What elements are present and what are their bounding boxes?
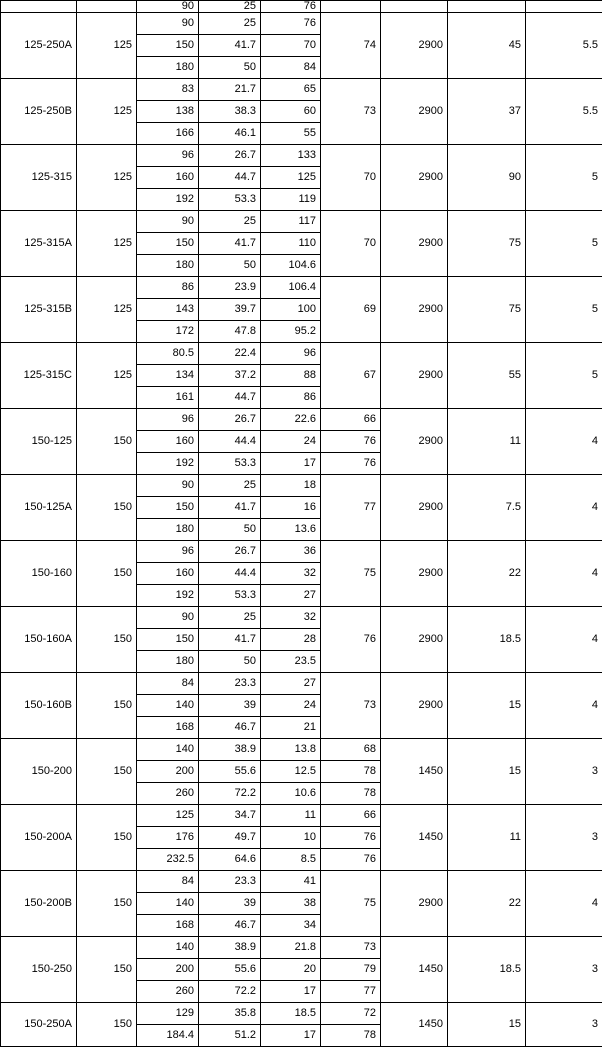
cell-col-a: 150	[137, 497, 199, 519]
cell-col-d: 75	[321, 871, 381, 937]
cell-model: 150-125	[1, 409, 77, 475]
cell-size: 150	[77, 739, 137, 805]
cell-col-e: 2900	[381, 409, 448, 475]
table-row	[1, 937, 602, 959]
cell-col-g: 5	[526, 211, 602, 277]
cell-col-f: 15	[448, 673, 526, 739]
cell-col-c: 125	[261, 167, 321, 189]
cell-col-g: 5	[526, 145, 602, 211]
cell-size: 150	[77, 937, 137, 1003]
cell-col-b: 50	[199, 519, 261, 541]
cell-col-f: 18.5	[448, 607, 526, 673]
cell-col-c: 32	[261, 607, 321, 629]
cell-col-d: 66	[321, 805, 381, 827]
cell-col-c: 34	[261, 915, 321, 937]
table-row	[1, 673, 602, 695]
cell-col-a: 160	[137, 563, 199, 585]
cell-col-c: 27	[261, 673, 321, 695]
cell-col-a: 90	[137, 475, 199, 497]
cell-col-d: 73	[321, 937, 381, 959]
cell-col-g: 4	[526, 409, 602, 475]
table-row	[1, 343, 602, 365]
cell-col-a: 140	[137, 893, 199, 915]
table-row	[1, 541, 602, 563]
cell-col-d: 73	[321, 79, 381, 145]
cell-col-b: 55.6	[199, 959, 261, 981]
cell-model: 125-250A	[1, 13, 77, 79]
cell-col-b: 41.7	[199, 629, 261, 651]
cell-col-a: 140	[137, 695, 199, 717]
cell-col-c: 27	[261, 585, 321, 607]
cell-col-b: 41.7	[199, 35, 261, 57]
cell-col-c: 100	[261, 299, 321, 321]
cell-col-b: 44.7	[199, 387, 261, 409]
cell-col-c: 88	[261, 365, 321, 387]
cell-model: 125-315B	[1, 277, 77, 343]
cell-col-a: 176	[137, 827, 199, 849]
cell-col-b: 49.7	[199, 827, 261, 849]
cell-col-b: 39.7	[199, 299, 261, 321]
cell-size: 150	[77, 475, 137, 541]
cell-col-f: 22	[448, 541, 526, 607]
cell-col-a: 140	[137, 937, 199, 959]
cell-col-b: 26.7	[199, 409, 261, 431]
cell-col-a: 192	[137, 585, 199, 607]
cell-col-c: 76	[261, 1, 321, 13]
table-row	[1, 145, 602, 167]
cell-col-b: 50	[199, 651, 261, 673]
cell-col-a: 166	[137, 123, 199, 145]
cell-col-d: 75	[321, 541, 381, 607]
cell-col-f	[448, 1, 526, 13]
cell-size: 150	[77, 871, 137, 937]
cell-size: 125	[77, 277, 137, 343]
cell-col-g: 3	[526, 1003, 602, 1047]
cell-col-a: 180	[137, 651, 199, 673]
cell-col-e	[381, 1, 448, 13]
cell-size: 150	[77, 673, 137, 739]
cell-col-c: 70	[261, 35, 321, 57]
cell-col-c: 28	[261, 629, 321, 651]
cell-col-d: 70	[321, 211, 381, 277]
cell-col-b: 25	[199, 211, 261, 233]
cell-size: 150	[77, 1003, 137, 1047]
cell-col-b: 55.6	[199, 761, 261, 783]
cell-col-a: 160	[137, 431, 199, 453]
cell-col-e: 1450	[381, 937, 448, 1003]
cell-col-b: 53.3	[199, 189, 261, 211]
cell-size: 125	[77, 13, 137, 79]
cell-model: 150-160	[1, 541, 77, 607]
cell-size: 125	[77, 79, 137, 145]
cell-col-g: 5	[526, 343, 602, 409]
cell-col-a: 200	[137, 959, 199, 981]
cell-col-c: 110	[261, 233, 321, 255]
cell-col-g: 4	[526, 607, 602, 673]
cell-col-a: 90	[137, 13, 199, 35]
cell-col-a: 90	[137, 1, 199, 13]
cell-col-c: 23.5	[261, 651, 321, 673]
cell-col-c: 16	[261, 497, 321, 519]
cell-size: 125	[77, 343, 137, 409]
table-row	[1, 13, 602, 35]
cell-col-g: 3	[526, 805, 602, 871]
cell-col-d: 68	[321, 739, 381, 761]
cell-col-f: 37	[448, 79, 526, 145]
cell-model: 125-315	[1, 145, 77, 211]
cell-col-b: 44.4	[199, 431, 261, 453]
table-row	[1, 607, 602, 629]
cell-col-a: 83	[137, 79, 199, 101]
cell-col-d: 73	[321, 673, 381, 739]
cell-col-g: 3	[526, 937, 602, 1003]
cell-model: 150-160A	[1, 607, 77, 673]
cell-col-c: 60	[261, 101, 321, 123]
cell-col-g: 5.5	[526, 79, 602, 145]
cell-col-a: 168	[137, 717, 199, 739]
cell-col-b: 26.7	[199, 145, 261, 167]
table-row	[1, 79, 602, 101]
cell-col-c: 24	[261, 431, 321, 453]
cell-col-a: 84	[137, 673, 199, 695]
cell-col-f: 75	[448, 211, 526, 277]
cell-size: 125	[77, 211, 137, 277]
cell-size: 150	[77, 409, 137, 475]
cell-col-d: 76	[321, 849, 381, 871]
cell-col-b: 41.7	[199, 497, 261, 519]
cell-col-d: 79	[321, 959, 381, 981]
cell-col-b: 25	[199, 1, 261, 13]
cell-col-e: 2900	[381, 211, 448, 277]
cell-col-a: 161	[137, 387, 199, 409]
cell-col-d: 76	[321, 431, 381, 453]
cell-col-b: 46.7	[199, 717, 261, 739]
cell-col-c: 65	[261, 79, 321, 101]
cell-model: 150-250A	[1, 1003, 77, 1047]
cell-col-b: 51.2	[199, 1025, 261, 1047]
cell-col-c: 21	[261, 717, 321, 739]
cell-model: 125-315A	[1, 211, 77, 277]
cell-size	[77, 1, 137, 13]
cell-col-b: 38.9	[199, 739, 261, 761]
cell-col-c: 13.6	[261, 519, 321, 541]
cell-model: 150-250	[1, 937, 77, 1003]
cell-col-a: 90	[137, 607, 199, 629]
table-row	[1, 1003, 602, 1025]
cell-col-e: 1450	[381, 1003, 448, 1047]
cell-col-f: 7.5	[448, 475, 526, 541]
cell-size: 150	[77, 541, 137, 607]
table-row	[1, 475, 602, 497]
cell-col-b: 23.3	[199, 871, 261, 893]
cell-col-a: 125	[137, 805, 199, 827]
cell-col-e: 2900	[381, 79, 448, 145]
cell-col-f: 45	[448, 13, 526, 79]
cell-model: 150-200	[1, 739, 77, 805]
cell-col-c: 133	[261, 145, 321, 167]
cell-col-c: 24	[261, 695, 321, 717]
cell-col-b: 25	[199, 607, 261, 629]
cell-col-c: 117	[261, 211, 321, 233]
cell-col-f: 90	[448, 145, 526, 211]
cell-col-a: 140	[137, 739, 199, 761]
cell-col-a: 150	[137, 629, 199, 651]
cell-col-c: 119	[261, 189, 321, 211]
cell-col-b: 38.9	[199, 937, 261, 959]
cell-col-e: 2900	[381, 277, 448, 343]
table-row	[1, 277, 602, 299]
cell-col-b: 39	[199, 695, 261, 717]
cell-col-a: 80.5	[137, 343, 199, 365]
cell-col-f: 15	[448, 1003, 526, 1047]
cell-col-a: 260	[137, 783, 199, 805]
cell-col-e: 2900	[381, 475, 448, 541]
cell-col-a: 150	[137, 233, 199, 255]
cell-col-b: 53.3	[199, 585, 261, 607]
cell-col-f: 15	[448, 739, 526, 805]
cell-col-a: 143	[137, 299, 199, 321]
cell-col-b: 23.9	[199, 277, 261, 299]
table-row	[1, 211, 602, 233]
cell-col-b: 72.2	[199, 981, 261, 1003]
cell-col-f: 75	[448, 277, 526, 343]
table-body	[1, 1, 602, 1047]
cell-col-d: 69	[321, 277, 381, 343]
cell-col-f: 11	[448, 805, 526, 871]
table-row	[1, 739, 602, 761]
cell-col-b: 41.7	[199, 233, 261, 255]
cell-size: 150	[77, 805, 137, 871]
cell-col-c: 11	[261, 805, 321, 827]
cell-col-c: 21.8	[261, 937, 321, 959]
table-row	[1, 805, 602, 827]
cell-col-a: 96	[137, 541, 199, 563]
cell-model	[1, 1, 77, 13]
table-row	[1, 1, 602, 13]
cell-col-c: 10	[261, 827, 321, 849]
cell-model: 150-200A	[1, 805, 77, 871]
cell-col-a: 138	[137, 101, 199, 123]
cell-col-e: 1450	[381, 805, 448, 871]
cell-col-a: 172	[137, 321, 199, 343]
cell-col-c: 17	[261, 453, 321, 475]
cell-col-a: 180	[137, 519, 199, 541]
cell-col-b: 35.8	[199, 1003, 261, 1025]
cell-col-b: 72.2	[199, 783, 261, 805]
cell-col-g: 4	[526, 541, 602, 607]
table-row	[1, 409, 602, 431]
cell-col-b: 25	[199, 13, 261, 35]
cell-col-c: 106.4	[261, 277, 321, 299]
cell-col-d: 72	[321, 1003, 381, 1025]
cell-col-a: 96	[137, 409, 199, 431]
cell-col-d: 67	[321, 343, 381, 409]
cell-col-d: 76	[321, 607, 381, 673]
cell-col-g: 5.5	[526, 13, 602, 79]
cell-col-b: 23.3	[199, 673, 261, 695]
cell-col-b: 39	[199, 893, 261, 915]
cell-col-c: 96	[261, 343, 321, 365]
cell-col-c: 8.5	[261, 849, 321, 871]
cell-col-d: 78	[321, 783, 381, 805]
cell-col-a: 232.5	[137, 849, 199, 871]
cell-col-b: 47.8	[199, 321, 261, 343]
cell-col-a: 192	[137, 453, 199, 475]
cell-size: 125	[77, 145, 137, 211]
cell-col-c: 32	[261, 563, 321, 585]
cell-col-a: 134	[137, 365, 199, 387]
cell-col-d: 78	[321, 761, 381, 783]
cell-col-c: 84	[261, 57, 321, 79]
cell-col-e: 2900	[381, 541, 448, 607]
cell-col-a: 96	[137, 145, 199, 167]
cell-col-d: 76	[321, 453, 381, 475]
cell-col-d: 74	[321, 13, 381, 79]
cell-col-f: 55	[448, 343, 526, 409]
cell-col-a: 84	[137, 871, 199, 893]
cell-col-a: 180	[137, 57, 199, 79]
cell-col-a: 192	[137, 189, 199, 211]
cell-col-c: 55	[261, 123, 321, 145]
cell-col-d	[321, 1, 381, 13]
cell-col-e: 1450	[381, 739, 448, 805]
cell-col-a: 168	[137, 915, 199, 937]
cell-col-g	[526, 1, 602, 13]
cell-col-d: 70	[321, 145, 381, 211]
cell-col-c: 13.8	[261, 739, 321, 761]
cell-col-c: 104.6	[261, 255, 321, 277]
cell-col-b: 25	[199, 475, 261, 497]
cell-col-g: 5	[526, 277, 602, 343]
cell-col-b: 46.1	[199, 123, 261, 145]
cell-col-b: 44.4	[199, 563, 261, 585]
cell-col-c: 10.6	[261, 783, 321, 805]
cell-col-c: 22.6	[261, 409, 321, 431]
cell-col-d: 66	[321, 409, 381, 431]
cell-col-e: 2900	[381, 607, 448, 673]
cell-col-c: 86	[261, 387, 321, 409]
cell-col-b: 34.7	[199, 805, 261, 827]
cell-col-c: 20	[261, 959, 321, 981]
cell-col-a: 184.4	[137, 1025, 199, 1047]
cell-col-c: 38	[261, 893, 321, 915]
cell-col-b: 38.3	[199, 101, 261, 123]
cell-col-b: 22.4	[199, 343, 261, 365]
cell-col-g: 4	[526, 673, 602, 739]
cell-col-e: 2900	[381, 673, 448, 739]
cell-col-a: 180	[137, 255, 199, 277]
cell-col-b: 50	[199, 57, 261, 79]
cell-col-e: 2900	[381, 13, 448, 79]
cell-col-g: 4	[526, 475, 602, 541]
cell-col-a: 86	[137, 277, 199, 299]
cell-col-e: 2900	[381, 871, 448, 937]
cell-col-a: 160	[137, 167, 199, 189]
cell-col-c: 12.5	[261, 761, 321, 783]
cell-col-d: 77	[321, 981, 381, 1003]
cell-col-c: 76	[261, 13, 321, 35]
cell-model: 150-160B	[1, 673, 77, 739]
cell-col-e: 2900	[381, 343, 448, 409]
cell-model: 150-200B	[1, 871, 77, 937]
cell-col-d: 76	[321, 827, 381, 849]
cell-size: 150	[77, 607, 137, 673]
cell-col-e: 2900	[381, 145, 448, 211]
cell-col-f: 22	[448, 871, 526, 937]
cell-col-a: 260	[137, 981, 199, 1003]
cell-col-c: 95.2	[261, 321, 321, 343]
cell-col-g: 4	[526, 871, 602, 937]
cell-col-b: 37.2	[199, 365, 261, 387]
cell-col-c: 17	[261, 1025, 321, 1047]
cell-col-b: 21.7	[199, 79, 261, 101]
cell-col-f: 11	[448, 409, 526, 475]
cell-col-c: 41	[261, 871, 321, 893]
cell-model: 125-250B	[1, 79, 77, 145]
cell-model: 150-125A	[1, 475, 77, 541]
cell-col-b: 26.7	[199, 541, 261, 563]
cell-col-a: 129	[137, 1003, 199, 1025]
cell-col-d: 77	[321, 475, 381, 541]
cell-col-b: 46.7	[199, 915, 261, 937]
cell-col-b: 50	[199, 255, 261, 277]
cell-col-c: 18	[261, 475, 321, 497]
cell-col-a: 90	[137, 211, 199, 233]
table-row	[1, 871, 602, 893]
cell-col-a: 200	[137, 761, 199, 783]
cell-col-c: 36	[261, 541, 321, 563]
cell-col-a: 150	[137, 35, 199, 57]
cell-col-d: 78	[321, 1025, 381, 1047]
cell-model: 125-315C	[1, 343, 77, 409]
cell-col-b: 64.6	[199, 849, 261, 871]
cell-col-f: 18.5	[448, 937, 526, 1003]
cell-col-g: 3	[526, 739, 602, 805]
cell-col-c: 17	[261, 981, 321, 1003]
cell-col-c: 18.5	[261, 1003, 321, 1025]
cell-col-b: 44.7	[199, 167, 261, 189]
cell-col-b: 53.3	[199, 453, 261, 475]
